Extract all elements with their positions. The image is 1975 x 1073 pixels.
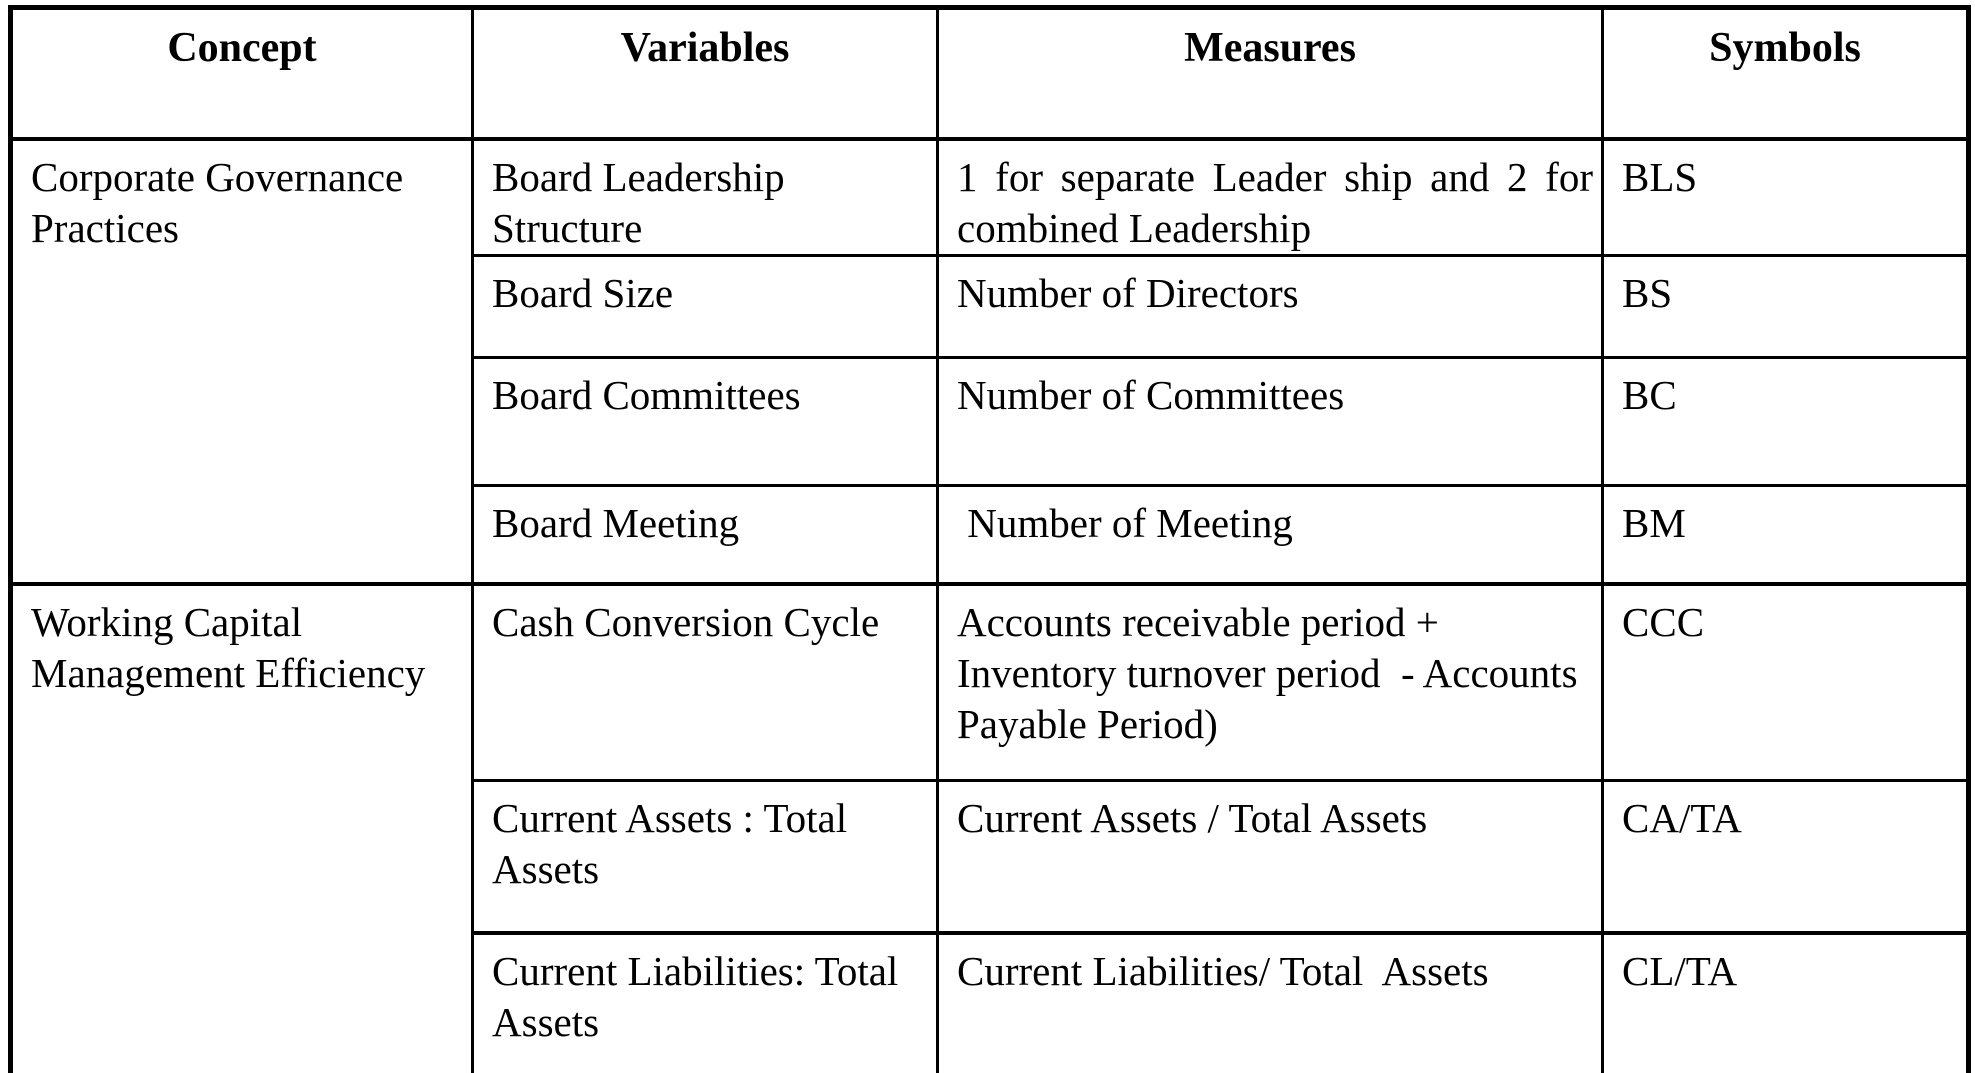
column-header-concept: Concept [11,8,473,139]
cell-variable: Board Meeting [473,486,938,584]
cell-variable: Board Size [473,256,938,358]
cell-symbol: CA/TA [1603,781,1969,933]
cell-measure: Number of Meeting [938,486,1603,584]
cell-measure: Current Liabilities/ Total Assets [938,933,1603,1073]
cell-measure: Number of Committees [938,358,1603,486]
cell-measure: Current Assets / Total Assets [938,781,1603,933]
column-header-measures: Measures [938,8,1603,139]
table-row [11,139,1969,256]
table-row [11,584,1969,781]
cell-symbol: BC [1603,358,1969,486]
cell-symbol: BS [1603,256,1969,358]
cell-measure: Accounts receivable period + Inventory turnover period - Accounts Payable Period) [938,584,1603,781]
cell-variable: Board Committees [473,358,938,486]
cell-symbol: BM [1603,486,1969,584]
column-header-symbols: Symbols [1603,8,1969,139]
cell-symbol: BLS [1603,139,1969,256]
cell-variable: Current Liabilities: Total Assets [473,933,938,1073]
cell-measure: 1 for separate Leader ship and 2 for combined Leadership [938,139,1603,256]
header-row [11,8,1969,139]
cell-concept-working-capital: Working Capital Management Efficiency [11,584,473,1073]
cell-variable: Current Assets : Total Assets [473,781,938,933]
cell-variable: Board Leadership Structure [473,139,938,256]
cell-symbol: CCC [1603,584,1969,781]
cell-variable: Cash Conversion Cycle [473,584,938,781]
operationalization-table [8,5,1971,1073]
cell-symbol: CL/TA [1603,933,1969,1073]
column-header-variables: Variables [473,8,938,139]
cell-measure: Number of Directors [938,256,1603,358]
cell-concept-governance: Corporate Governance Practices [11,139,473,584]
